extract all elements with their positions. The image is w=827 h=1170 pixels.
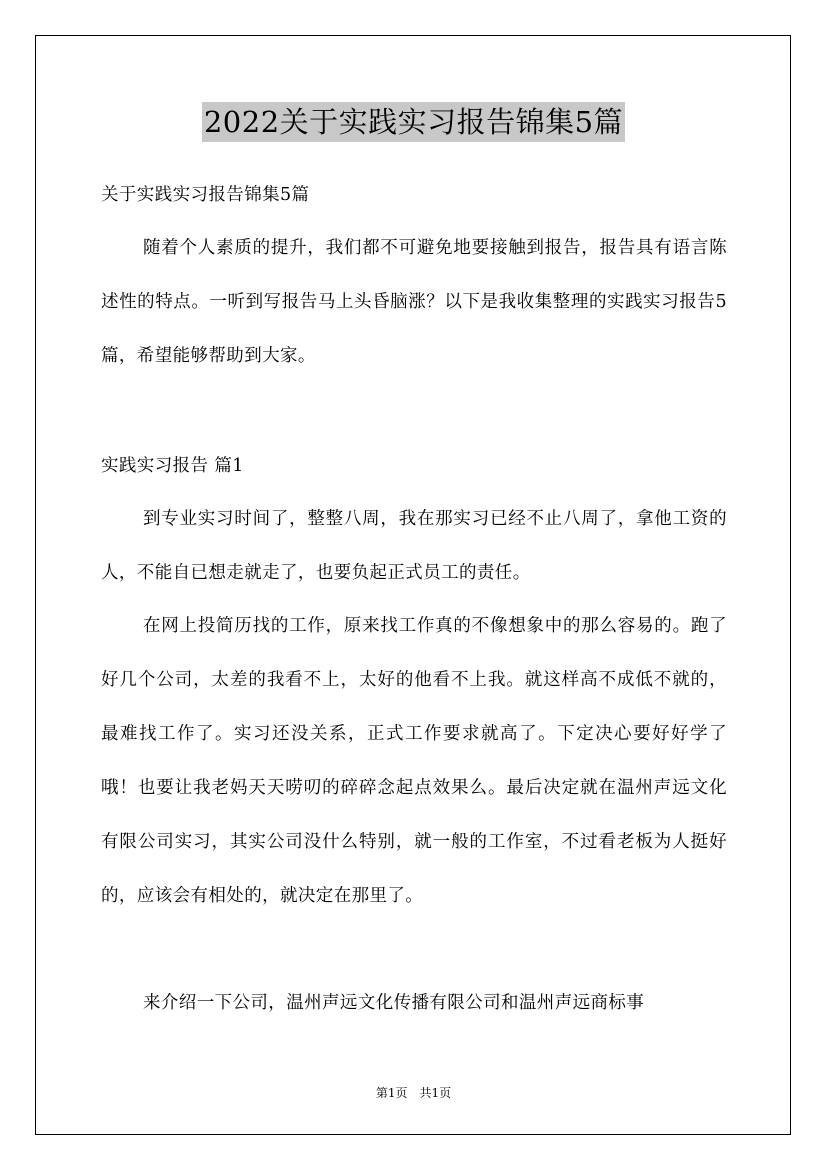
title-container — [0, 102, 827, 142]
body-paragraph: 到专业实习时间了，整整八周，我在那实习已经不止八周了，拿他工资的人，不能自已想走就走了，也要负起正式员工的责任。 — [101, 509, 727, 583]
page-footer: 第1页 共1页 — [375, 1086, 452, 1100]
section-heading: 实践实习报告 篇1 — [101, 456, 244, 476]
body-paragraph: 来介绍一下公司，温州声远文化传播有限公司和温州声远商标事 — [143, 993, 645, 1013]
intro-paragraph: 随着个人素质的提升，我们都不可避免地要接触到报告，报告具有语言陈述性的特点。一听到写报告马上头昏脑涨？以下是我收集整理的实践实习报告5篇，希望能够帮助到大家。 — [101, 238, 727, 366]
document-subtitle: 关于实践实习报告锦集5篇 — [101, 185, 310, 205]
document-title: 2022关于实践实习报告锦集5篇 — [202, 102, 625, 142]
body-paragraph: 在网上投简历找的工作，原来找工作真的不像想象中的那么容易的。跑了好几个公司，太差的我看不上，太好的他看不上我。就这样高不成低不就的，最难找工作了。实习还没关系，正式工作要求就高了。下定决心要好好学了哦！也要让我老妈天天唠叨的碎碎念起点效果么。最后决定就在温州声远文化有限公司实习，其实公司没什么特别，就一般的工作室，不过看老板为人挺好的，应该会有相处的，就决定在那里了。 — [101, 616, 727, 906]
